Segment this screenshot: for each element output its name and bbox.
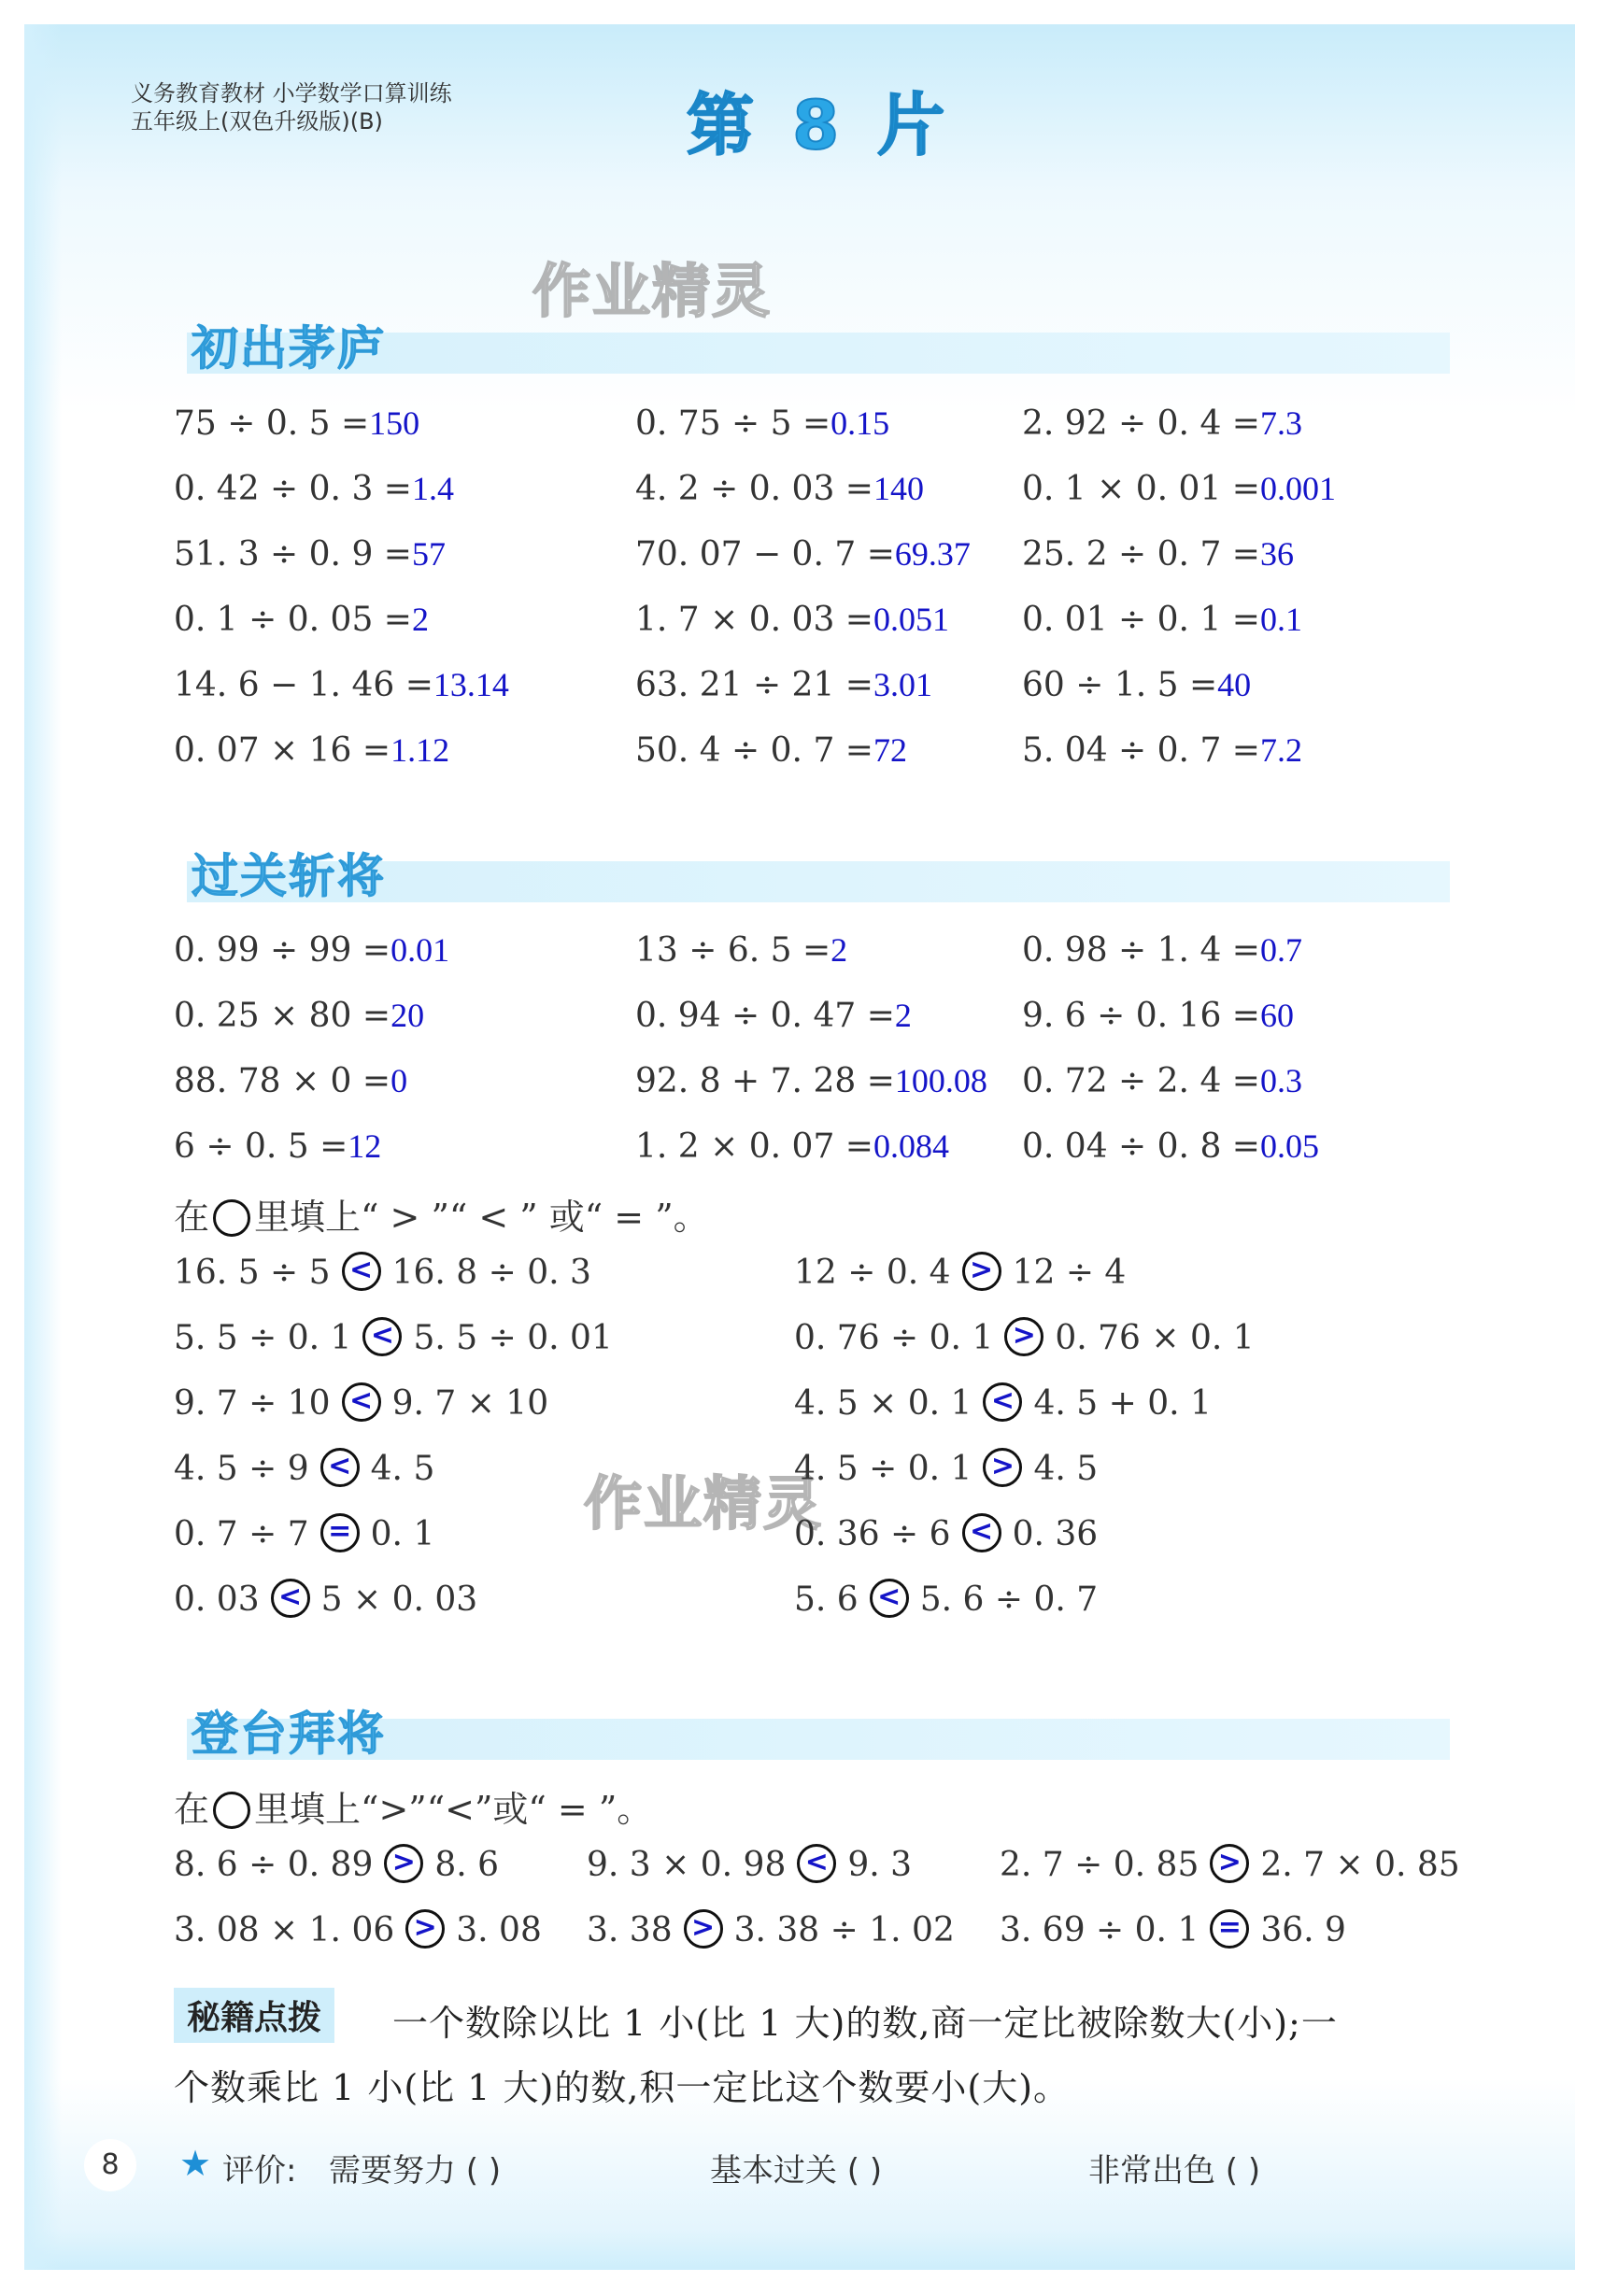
comparison-circle[interactable]: < [320,1448,360,1487]
chapter-title: 第 8 片 [687,86,953,164]
question-text: 1. 7 × 0. 03 = [635,601,873,639]
answer-text: 2 [894,997,912,1034]
exercise-item [635,665,932,704]
exercise-item [174,1061,407,1100]
left-expression: 5. 5 ÷ 0. 1 [174,1319,352,1357]
answer-text: 150 [369,404,420,442]
right-expression: 36. 9 [1260,1911,1346,1949]
answer-text: 0.051 [873,601,949,638]
left-expression: 12 ÷ 0. 4 [794,1254,951,1292]
instruction-text: 在 [174,1197,210,1238]
book-title: 义务教育教材 小学数学口算训练 [131,80,452,106]
comparison-item [587,1911,955,1952]
exercise-item [1022,1061,1302,1100]
exercise-item [174,600,429,639]
question-text: 60 ÷ 1. 5 = [1022,666,1218,704]
circle-icon [213,1199,250,1237]
question-text: 88. 78 × 0 = [174,1062,391,1100]
answer-text: 72 [873,731,907,769]
exercise-item [635,730,907,770]
compare-instruction [174,1188,709,1240]
comparison-item [1000,1846,1460,1887]
answer-text: 3.01 [873,666,932,703]
answer-text: 0.01 [390,931,450,969]
question-text: 0. 94 ÷ 0. 47 = [635,997,895,1035]
left-expression: 0. 76 ÷ 0. 1 [794,1319,994,1357]
comparison-circle[interactable]: < [962,1513,1001,1552]
question-text: 9. 6 ÷ 0. 16 = [1022,997,1260,1035]
answer-text: 0 [390,1062,408,1099]
circle-icon [213,1792,250,1829]
answer-text: 60 [1259,997,1294,1034]
question-text: 13 ÷ 6. 5 = [635,931,831,970]
comparison-circle[interactable]: < [342,1382,381,1422]
question-text: 0. 1 ÷ 0. 05 = [174,601,412,639]
comparison-item [794,1319,1255,1360]
answer-text: 20 [390,997,425,1034]
comparison-circle[interactable]: < [983,1382,1022,1422]
answer-text: 7.3 [1259,404,1302,442]
answer-text: 0.3 [1259,1062,1302,1099]
exercise-item [174,665,509,704]
exercise-item [1022,996,1294,1035]
question-text: 50. 4 ÷ 0. 7 = [635,731,873,770]
exercise-item [635,930,847,970]
comparison-item [794,1580,1098,1622]
comparison-item [174,1846,499,1887]
exercise-item [174,930,449,970]
question-text: 51. 3 ÷ 0. 9 = [174,535,412,574]
left-expression: 5. 6 [794,1580,859,1619]
section-title-2: 过关斩将 [192,849,386,903]
watermark: 作业精灵 [584,1469,824,1538]
section-title-1: 初出茅庐 [192,321,386,376]
right-expression: 16. 8 ÷ 0. 3 [391,1254,591,1292]
exercise-item [1022,600,1302,639]
comparison-item [1000,1911,1346,1952]
question-text: 70. 07 − 0. 7 = [635,535,895,574]
comparison-item [174,1450,434,1491]
tip-text: 一个数除以比 1 小(比 1 大)的数,商一定比被除数大(小);一 [392,2003,1338,2044]
question-text: 5. 04 ÷ 0. 7 = [1022,731,1260,770]
right-expression: 9. 7 × 10 [391,1384,549,1423]
exercise-item [174,469,454,508]
answer-text: 69.37 [894,535,971,573]
question-text: 4. 2 ÷ 0. 03 = [635,470,873,508]
right-expression: 5. 5 ÷ 0. 01 [413,1319,613,1357]
exercise-item [1022,404,1302,443]
exercise-row [174,1061,1482,1108]
comparison-circle[interactable]: > [1004,1317,1043,1356]
left-expression: 3. 69 ÷ 0. 1 [1000,1911,1199,1949]
exercise-item [635,404,889,443]
comparison-circle[interactable]: > [1210,1844,1249,1883]
right-expression: 4. 5 + 0. 1 [1033,1384,1212,1423]
comparison-circle[interactable]: < [271,1579,310,1618]
exercise-item [1022,469,1336,508]
answer-text: 0.001 [1259,470,1336,507]
comparison-item [174,1254,591,1295]
exercise-item [174,404,419,443]
left-expression: 3. 38 [587,1911,673,1949]
answer-text: 0.084 [873,1127,949,1165]
question-text: 0. 99 ÷ 99 = [174,931,391,970]
exercise-item [635,996,912,1035]
comparison-item [794,1254,1126,1295]
exercise-item [635,534,971,574]
book-subtitle: 五年级上(双色升级版)(B) [131,108,383,135]
right-expression: 0. 76 × 0. 1 [1055,1319,1255,1357]
left-expression: 9. 3 × 0. 98 [587,1846,787,1884]
question-text: 0. 1 × 0. 01 = [1022,470,1260,508]
right-expression: 4. 5 [1033,1450,1099,1488]
eval-option-basic-pass: 基本过关 ( ) [710,2152,883,2190]
comparison-item [794,1450,1098,1491]
comparison-circle[interactable]: > [405,1909,445,1949]
answer-text: 1.12 [390,731,450,769]
answer-text: 0.15 [830,404,890,442]
tip-text-continued: 个数乘比 1 小(比 1 大)的数,积一定比这个数要小(大)。 [174,2067,1071,2108]
comparison-circle[interactable]: < [362,1317,402,1356]
comparison-circle[interactable]: > [962,1252,1001,1291]
comparison-circle[interactable]: < [342,1252,381,1291]
comparison-circle[interactable]: > [384,1844,423,1883]
comparison-circle[interactable]: > [983,1448,1022,1487]
comparison-item [174,1580,477,1622]
exercise-item [174,996,424,1035]
question-text: 0. 75 ÷ 5 = [635,404,831,443]
eval-option-excellent: 非常出色 ( ) [1088,2152,1261,2190]
comparison-item [174,1319,613,1360]
question-text: 0. 72 ÷ 2. 4 = [1022,1062,1260,1100]
answer-text: 0.1 [1259,601,1302,638]
question-text: 25. 2 ÷ 0. 7 = [1022,535,1260,574]
question-text: 6 ÷ 0. 5 = [174,1127,348,1166]
page-edge [24,24,62,2270]
page-number: 8 [84,2139,136,2191]
question-text: 92. 8 + 7. 28 = [635,1062,895,1100]
right-expression: 8. 6 [434,1846,500,1884]
question-text: 14. 6 − 1. 46 = [174,666,433,704]
exercise-row [174,665,1482,712]
left-expression: 2. 7 ÷ 0. 85 [1000,1846,1199,1884]
question-text: 0. 25 × 80 = [174,997,391,1035]
answer-text: 36 [1259,535,1294,573]
comparison-circle[interactable]: < [797,1844,836,1883]
question-text: 75 ÷ 0. 5 = [174,404,370,443]
exercise-item [1022,534,1294,574]
exercise-row [174,1127,1482,1173]
exercise-item [635,1127,949,1166]
exercise-row [174,469,1482,516]
left-expression: 4. 5 ÷ 0. 1 [794,1450,972,1488]
question-text: 0. 98 ÷ 1. 4 = [1022,931,1260,970]
compare-instruction [174,1780,652,1832]
comparison-item [174,1384,548,1425]
comparison-circle[interactable]: = [1210,1909,1249,1949]
right-expression: 3. 38 ÷ 1. 02 [733,1911,955,1949]
right-expression: 2. 7 × 0. 85 [1260,1846,1460,1884]
exercise-item [1022,930,1302,970]
exercise-row [174,930,1482,977]
comparison-circle[interactable]: < [870,1579,909,1618]
exercise-row [174,534,1482,581]
exercise-item [174,730,449,770]
answer-text: 2 [830,931,848,969]
exercise-item [635,469,924,508]
left-expression: 0. 03 [174,1580,260,1619]
right-expression: 3. 08 [456,1911,542,1949]
exercise-item [1022,730,1302,770]
right-expression: 0. 36 [1012,1515,1099,1553]
exercise-item [174,1127,381,1166]
question-text: 2. 92 ÷ 0. 4 = [1022,404,1260,443]
exercise-item [1022,1127,1319,1166]
answer-text: 0.05 [1259,1127,1319,1165]
answer-text: 40 [1217,666,1252,703]
question-text: 63. 21 ÷ 21 = [635,666,873,704]
left-expression: 16. 5 ÷ 5 [174,1254,331,1292]
left-expression: 0. 36 ÷ 6 [794,1515,951,1553]
right-expression: 5 × 0. 03 [320,1580,478,1619]
exercise-row [174,730,1482,777]
right-expression: 5. 6 ÷ 0. 7 [919,1580,1099,1619]
comparison-item [174,1911,542,1952]
left-expression: 4. 5 ÷ 9 [174,1450,309,1488]
tip-label: 秘籍点拨 [174,1988,334,2043]
answer-text: 1.4 [411,470,454,507]
eval-option-needs-effort: 需要努力 ( ) [329,2152,502,2190]
answer-text: 0.7 [1259,931,1302,969]
instruction-text: 里填上“>”“<”或“ = ”。 [254,1789,653,1830]
answer-text: 12 [348,1127,382,1165]
instruction-text: 里填上“ > ”“ < ” 或“ = ”。 [254,1197,709,1238]
answer-text: 100.08 [894,1062,987,1099]
right-expression: 0. 1 [370,1515,435,1553]
answer-text: 140 [873,470,924,507]
answer-text: 7.2 [1259,731,1302,769]
comparison-circle[interactable]: > [684,1909,723,1949]
section-title-3: 登台拜将 [192,1707,386,1761]
question-text: 0. 01 ÷ 0. 1 = [1022,601,1260,639]
exercise-item [635,1061,987,1100]
question-text: 0. 42 ÷ 0. 3 = [174,470,412,508]
right-expression: 4. 5 [370,1450,435,1488]
exercise-item [174,534,446,574]
instruction-text: 在 [174,1789,210,1830]
right-expression: 9. 3 [847,1846,913,1884]
answer-text: 2 [411,601,429,638]
comparison-item [174,1515,434,1556]
eval-label: 评价: [222,2152,297,2190]
comparison-item [587,1846,912,1887]
comparison-item [794,1515,1098,1556]
exercise-row [174,996,1482,1042]
answer-text: 13.14 [433,666,509,703]
watermark: 作业精灵 [532,257,773,325]
question-text: 0. 07 × 16 = [174,731,391,770]
right-expression: 12 ÷ 4 [1012,1254,1127,1292]
left-expression: 4. 5 × 0. 1 [794,1384,972,1423]
exercise-row [174,404,1482,450]
exercise-item [635,600,949,639]
comparison-circle[interactable]: = [320,1513,360,1552]
question-text: 1. 2 × 0. 07 = [635,1127,873,1166]
answer-text: 57 [411,535,446,573]
left-expression: 3. 08 × 1. 06 [174,1911,395,1949]
left-expression: 8. 6 ÷ 0. 89 [174,1846,374,1884]
exercise-row [174,600,1482,646]
left-expression: 9. 7 ÷ 10 [174,1384,331,1423]
comparison-item [794,1384,1212,1425]
exercise-item [1022,665,1251,704]
left-expression: 0. 7 ÷ 7 [174,1515,309,1553]
star-icon: ★ [179,2143,212,2184]
question-text: 0. 04 ÷ 0. 8 = [1022,1127,1260,1166]
footer [84,2139,1485,2195]
